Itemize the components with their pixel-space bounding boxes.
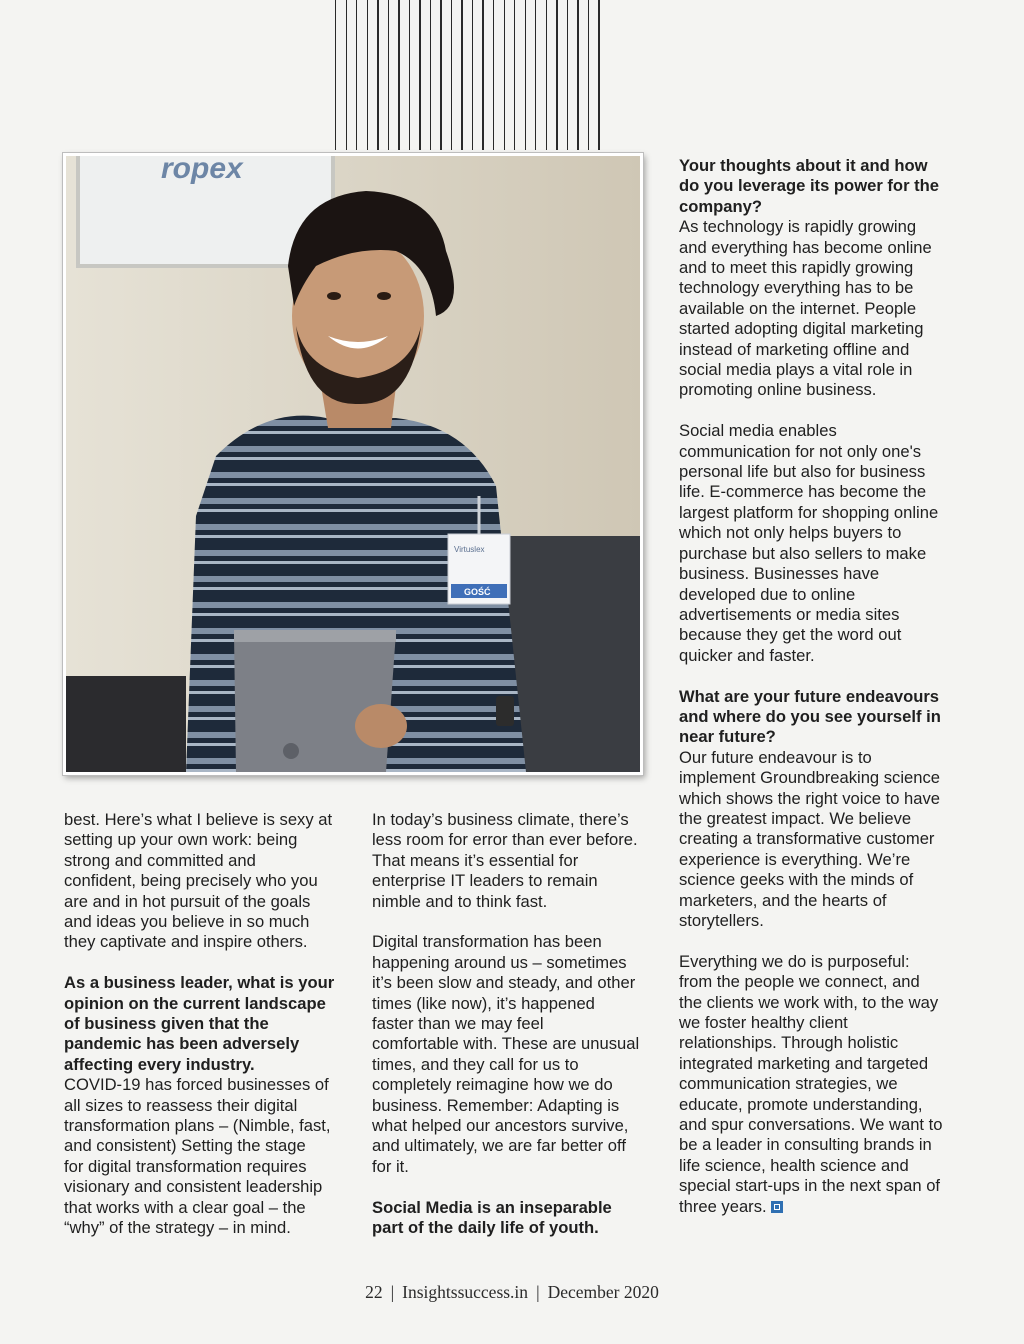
portrait-illustration: [66, 156, 640, 772]
footer-date: December 2020: [547, 1282, 659, 1302]
paragraph: In today’s business climate, there’s less room for error than ever before. That means it’s essential for enterprise IT leaders to remain nimble and to think fast.: [372, 810, 638, 911]
page-number: 22: [365, 1282, 383, 1302]
paragraph: Digital transformation has been happening around us – sometimes it’s been slow and steady, and other times (like now), it’s happened faster than we may feel comfortable with. These are unusual times, and they call for us to completely reimagine how we do business. Remember: Adapting is what helped our ancestors survive, and ultimately, we are far better off for it.: [372, 932, 640, 1176]
decorative-vertical-lines: [335, 0, 600, 150]
badge-text: GOŚĆ: [464, 587, 491, 597]
footer-site: Insightssuccess.in: [402, 1282, 529, 1302]
badge-brand: Virtuslex: [454, 545, 485, 554]
interview-question: Your thoughts about it and how do you leverage its power for the company?: [679, 156, 940, 216]
column-left: [64, 810, 354, 1239]
interview-question: Social Media is an inseparable part of the daily life of youth.: [372, 1197, 612, 1238]
article-end-icon: [771, 1201, 783, 1213]
column-right: [679, 156, 969, 1217]
sign-text: ropex: [161, 156, 243, 185]
interview-answer: COVID-19 has forced businesses of all sizes to reassess their digital transformation plans – (Nimble, fast, and consistent) Setting the stage for digital transformation requires visionary and consistent leadership that works with a clear goal – the “why” of the strategy – in mind.: [64, 1075, 331, 1238]
interview-question: What are your future endeavours and where do you see yourself in near future?: [679, 686, 941, 747]
paragraph: best. Here’s what I believe is sexy at setting up your own work: being strong and committed and confident, being precisely who you are and in hot pursuit of the goals and ideas you believe in so much they captivate and inspire others.: [64, 810, 333, 952]
column-middle: [372, 810, 662, 1239]
interview-photo: [63, 153, 643, 775]
interview-question: As a business leader, what is your opinion on the current landscape of business given that the pandemic has been adversely affecting every industry.: [64, 973, 335, 1074]
paragraph: Social media enables communication for not only one's personal life but also for business life. E-commerce has become the largest platform for shopping online which not only helps buyers to purchase but also sellers to make business. Businesses have developed due to online advertisements or media sites because they get the word out quicker and faster.: [679, 421, 939, 665]
footer-separator: |: [390, 1282, 395, 1302]
paragraph: [679, 952, 969, 1217]
page-footer: [0, 1282, 1024, 1303]
interview-answer: Our future endeavour is to implement Groundbreaking science which shows the right voice to have the greatest impact. We believe creating a transformative customer experience is everything. We’re science geeks with the minds of marketers, and the hearts of storytellers.: [679, 747, 941, 930]
interview-answer: As technology is rapidly growing and everything has become online and to meet this rapidly growing technology everything has to be available on the internet. People started adopting digital marketing instead of marketing offline and social media plays a vital role in promoting online business.: [679, 217, 932, 400]
footer-separator: |: [536, 1282, 540, 1302]
closing-paragraph-text: Everything we do is purposeful: from the people we connect, and the clients we work with, to the way we foster healthy client relationships. Through holistic integrated marketing and targeted communication strategies, we educate, promote understanding, and spur conversations. We want to be a leader in consulting brands in life science, health science and special start-ups in the next span of three years.: [679, 951, 943, 1216]
